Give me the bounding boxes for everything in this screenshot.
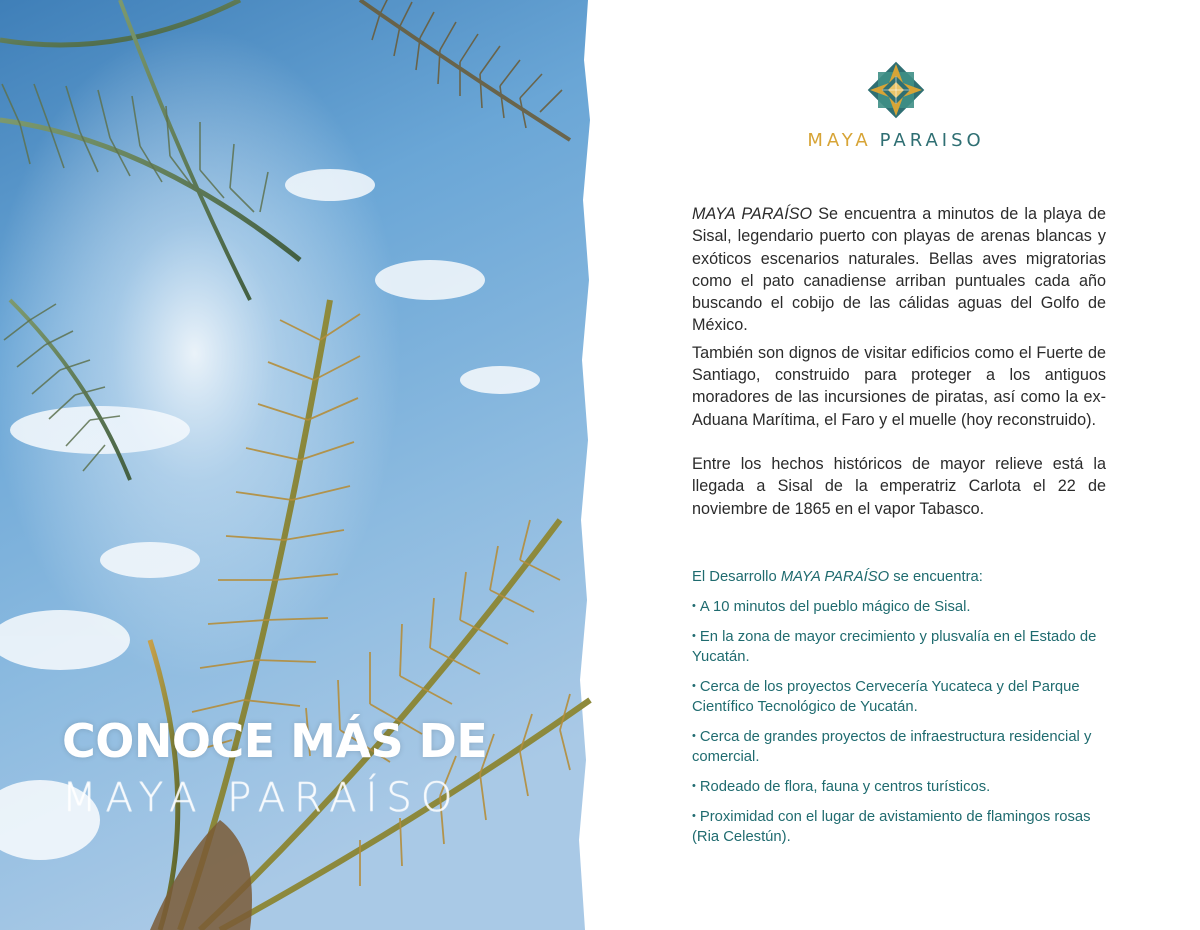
paragraph-sisal bbox=[692, 203, 1106, 337]
features-intro-post: se encuentra: bbox=[889, 569, 983, 585]
list-item bbox=[692, 726, 1112, 767]
features-section bbox=[692, 567, 1112, 856]
bullet-icon: • bbox=[692, 680, 696, 692]
features-intro-brand: MAYA PARAÍSO bbox=[780, 569, 890, 585]
hero-heading bbox=[62, 712, 582, 826]
features-list bbox=[692, 596, 1112, 847]
bullet-icon: • bbox=[692, 730, 696, 742]
bullet-icon: • bbox=[692, 810, 696, 822]
list-item bbox=[692, 596, 1112, 617]
paragraph-sisal-text: Se encuentra a minutos de la playa de Sisal, legendario puerto con playas de arenas blancas y exóticos escenarios naturales. Bellas aves migratorias como el pato canadiense arriban puntuales cada año buscando el cobijo de las cálidas aguas del Golfo de México. bbox=[692, 205, 1106, 335]
brand-name-inline: MAYA PARAÍSO bbox=[692, 205, 813, 223]
logo-word-paraiso: PARAISO bbox=[879, 130, 985, 151]
hero-heading-line-1: CONOCE MÁS DE bbox=[62, 714, 488, 768]
bullet-icon: • bbox=[692, 780, 696, 792]
features-intro bbox=[692, 567, 1112, 587]
list-item bbox=[692, 776, 1112, 797]
diamond-star-logo-icon bbox=[866, 60, 926, 120]
list-item-text: Rodeado de flora, fauna y centros turísticos. bbox=[699, 779, 991, 795]
paragraph-history: Entre los hechos históricos de mayor relieve está la llegada a Sisal de la emperatriz Carlota el 22 de noviembre de 1865 en el vapor Tabasco. bbox=[692, 454, 1106, 518]
paragraph-buildings: También son dignos de visitar edificios como el Fuerte de Santiago, construido para proteger a los antiguos moradores de las incursiones de piratas, así como la ex-Aduana Marítima, el Faro y el muelle (hoy reconstruido). bbox=[692, 343, 1106, 429]
list-item-text: Cerca de grandes proyectos de infraestructura residencial y comercial. bbox=[692, 729, 1092, 765]
description-text bbox=[692, 203, 1106, 520]
brand-logo bbox=[796, 60, 996, 151]
list-item bbox=[692, 806, 1112, 847]
list-item bbox=[692, 676, 1112, 717]
list-item-text: A 10 minutos del pueblo mágico de Sisal. bbox=[699, 599, 971, 615]
list-item-text: Proximidad con el lugar de avistamiento de flamingos rosas (Ria Celestún). bbox=[692, 809, 1091, 845]
list-item bbox=[692, 626, 1112, 667]
features-intro-pre: El Desarrollo bbox=[692, 569, 781, 585]
logo-word-maya: MAYA bbox=[807, 130, 872, 151]
bullet-icon: • bbox=[692, 600, 696, 612]
list-item-text: En la zona de mayor crecimiento y plusvalía en el Estado de Yucatán. bbox=[692, 629, 1097, 665]
logo-wordmark bbox=[796, 130, 996, 151]
bullet-icon: • bbox=[692, 630, 696, 642]
list-item-text: Cerca de los proyectos Cervecería Yucateca y del Parque Científico Tecnológico de Yucatán. bbox=[692, 679, 1080, 715]
hero-heading-line-2: MAYA PARAÍSO bbox=[62, 775, 462, 821]
